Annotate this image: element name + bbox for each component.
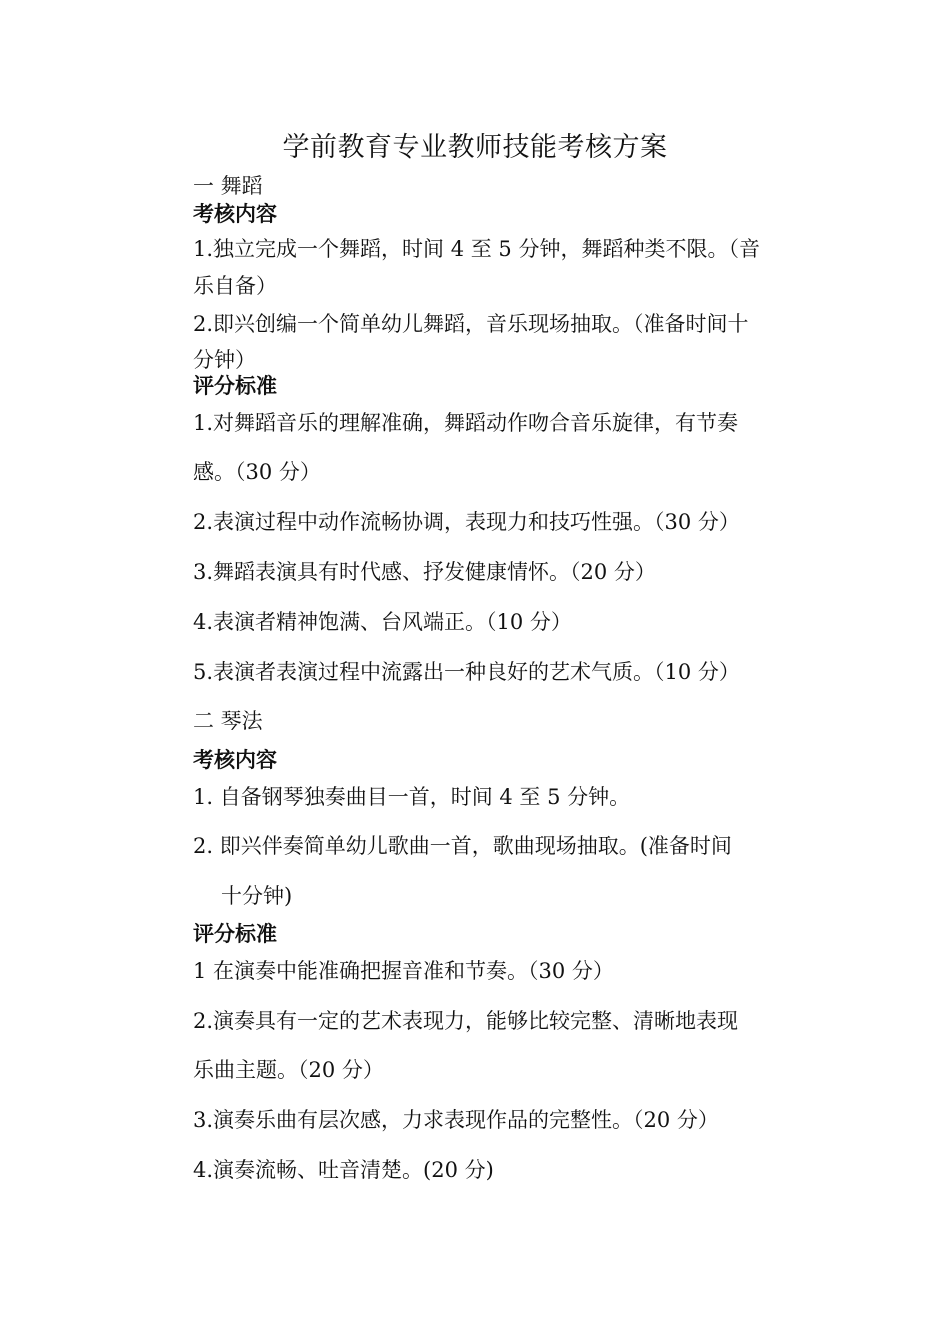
criteria-line: 3.舞蹈表演具有时代感、抒发健康情怀。（20 分）	[193, 560, 656, 584]
criteria-line: 5.表演者表演过程中流露出一种良好的艺术气质。（10 分）	[193, 660, 740, 684]
criteria-line: 4.演奏流畅、吐音清楚。(20 分)	[193, 1158, 494, 1182]
document-title: 学前教育专业教师技能考核方案	[282, 132, 668, 163]
criteria-line: 感。（30 分）	[193, 460, 321, 484]
criteria-line: 乐曲主题。（20 分）	[193, 1058, 384, 1082]
content-line: 2. 即兴伴奏简单幼儿歌曲一首，歌曲现场抽取。(准备时间	[193, 834, 732, 858]
criteria-heading-dance: 评分标准	[193, 374, 277, 398]
criteria-line: 1.对舞蹈音乐的理解准确，舞蹈动作吻合音乐旋律，有节奏	[193, 411, 739, 435]
criteria-line: 1 在演奏中能准确把握音准和节奏。（30 分）	[193, 959, 614, 983]
content-heading-dance: 考核内容	[193, 202, 277, 226]
criteria-line: 3.演奏乐曲有层次感，力求表现作品的完整性。（20 分）	[193, 1108, 719, 1132]
content-line: 1.独立完成一个舞蹈，时间 4 至 5 分钟，舞蹈种类不限。（音	[193, 237, 760, 261]
criteria-line: 4.表演者精神饱满、台风端正。（10 分）	[193, 610, 572, 634]
content-heading-piano: 考核内容	[193, 748, 277, 772]
content-line: 分钟）	[193, 348, 256, 372]
content-line: 乐自备）	[193, 274, 277, 298]
section-heading-piano: 二 琴法	[193, 709, 263, 733]
content-line: 1. 自备钢琴独奏曲目一首，时间 4 至 5 分钟。	[193, 785, 631, 809]
section-heading-dance: 一 舞蹈	[193, 174, 263, 198]
criteria-heading-piano: 评分标准	[193, 922, 277, 946]
content-line: 十分钟)	[221, 884, 293, 908]
criteria-line: 2.演奏具有一定的艺术表现力，能够比较完整、清晰地表现	[193, 1009, 739, 1033]
content-line: 2.即兴创编一个简单幼儿舞蹈，音乐现场抽取。（准备时间十	[193, 312, 749, 336]
criteria-line: 2.表演过程中动作流畅协调，表现力和技巧性强。（30 分）	[193, 510, 740, 534]
